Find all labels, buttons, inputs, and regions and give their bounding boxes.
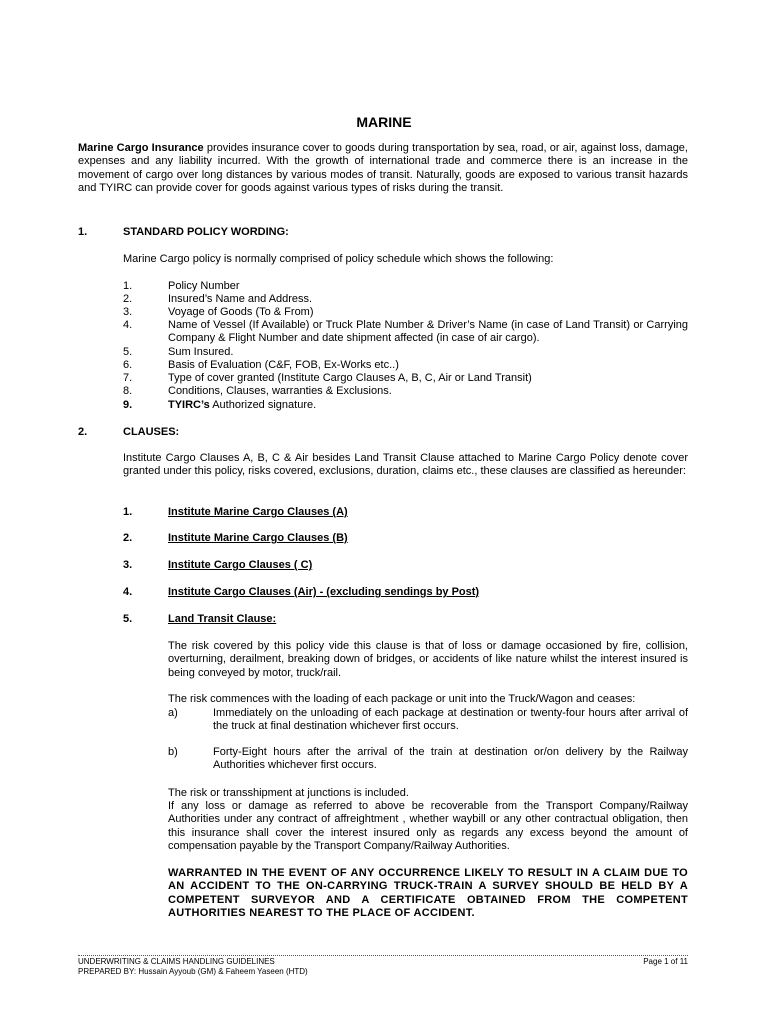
intro-paragraph	[78, 142, 688, 196]
sub-item-label: b)	[168, 746, 178, 758]
footer-page-number: Page 1 of 11	[643, 957, 688, 966]
sub-item-text: Immediately on the unloading of each package at destination or twenty-four hours after arrival of the truck at final destination whichever first occurs.	[213, 707, 688, 733]
list-item-number: 5.	[123, 346, 133, 358]
list-item-text: Conditions, Clauses, warranties & Exclusions.	[168, 385, 392, 397]
section-1-title: STANDARD POLICY WORDING:	[123, 226, 289, 238]
list-item-number: 3.	[123, 306, 133, 318]
section-2-lead: Institute Cargo Clauses A, B, C & Air besides Land Transit Clause attached to Marine Cargo Policy denote cover granted under this policy, risks covered, exclusions, duration, claims etc., these clauses are classified as hereunder:	[123, 452, 688, 478]
list-item-text: Sum Insured.	[168, 346, 234, 358]
list-item-number: 6.	[123, 359, 133, 371]
footer-guidelines: UNDERWRITING & CLAIMS HANDLING GUIDELINES	[78, 957, 275, 966]
list-item-text: Voyage of Goods (To & From)	[168, 306, 314, 318]
list-item-bold: TYIRC’s	[168, 399, 210, 411]
list-item-number: 9.	[123, 399, 133, 411]
land-transit-paragraph: The risk covered by this policy vide this clause is that of loss or damage occasioned by fire, collision, overturning, derailment, breaking down of bridges, or accidents of like nature whilst the interest insured is being conveyed by motor, truck/rail.	[168, 640, 688, 679]
list-item-text: Policy Number	[168, 280, 240, 292]
land-transit-paragraph: The risk or transshipment at junctions is included.	[168, 787, 409, 799]
list-item-text	[168, 399, 688, 412]
warranty-notice: WARRANTED IN THE EVENT OF ANY OCCURRENCE LIKELY TO RESULT IN A CLAIM DUE TO AN ACCIDENT TO THE ON-CARRYING TRUCK-TRAIN A SURVEY SHOULD BE HELD BY A COMPETENT SURVEYOR AND A CERTIFICATE OBTAINED FROM THE COMPETENT AUTHORITIES NEAREST TO THE PLACE OF ACCIDENT.	[168, 867, 688, 920]
clause-title: Land Transit Clause:	[168, 613, 277, 625]
clause-title: Institute Marine Cargo Clauses (B)	[168, 532, 348, 544]
intro-text: provides insurance cover to goods during transportation by sea, road, or air, against loss, damage, expenses and any liability incurred. With the growth of international trade and commerce there is an increase in the movement of cargo over long distances by various modes of transit. Naturally, goods are exposed to various transit hazards and TYIRC can provide cover for goods against various types of risks during the transit.	[78, 142, 688, 195]
section-1-lead: Marine Cargo policy is normally comprised of policy schedule which shows the following:	[123, 253, 554, 265]
footer-prepared-by: PREPARED BY: Hussain Ayyoub (GM) & Faheem Yaseen (HTD)	[78, 967, 308, 976]
clause-number: 1.	[123, 506, 133, 518]
clause-number: 5.	[123, 613, 133, 625]
clause-title: Institute Cargo Clauses ( C)	[168, 559, 313, 571]
list-item-number: 8.	[123, 385, 133, 397]
clause-number: 2.	[123, 532, 133, 544]
clause-title: Institute Marine Cargo Clauses (A)	[168, 506, 348, 518]
intro-lead: Marine Cargo Insurance	[78, 142, 204, 154]
list-item-text: Basis of Evaluation (C&F, FOB, Ex-Works etc..)	[168, 359, 399, 371]
section-2-title: CLAUSES:	[123, 426, 180, 438]
land-transit-paragraph: If any loss or damage as referred to above be recoverable from the Transport Company/Railway Authorities under any contract of affreightment , whether waybill or any other contractual obligation, then this insurance shall cover the interest insured only as regards any excess beyond the amount of compensation payable by the Transport Company/Railway Authorities.	[168, 800, 688, 853]
sub-item-label: a)	[168, 707, 178, 719]
clause-number: 4.	[123, 586, 133, 598]
land-transit-paragraph: The risk commences with the loading of each package or unit into the Truck/Wagon and ceases:	[168, 693, 636, 705]
list-item-text: Name of Vessel (If Available) or Truck Plate Number & Driver’s Name (in case of Land Transit) or Carrying Company & Flight Number and date shipment affected (in case of air cargo).	[168, 319, 688, 345]
document-title: MARINE	[356, 114, 412, 130]
section-2-number: 2.	[78, 426, 88, 438]
section-1-number: 1.	[78, 226, 88, 238]
list-item-text: Insured’s Name and Address.	[168, 293, 313, 305]
clause-title: Institute Cargo Clauses (Air) - (excluding sendings by Post)	[168, 586, 480, 598]
list-item-number: 7.	[123, 372, 133, 384]
list-item-number: 1.	[123, 280, 133, 292]
list-item-number: 2.	[123, 293, 133, 305]
sub-item-text: Forty-Eight hours after the arrival of the train at destination or/on delivery by the Railway Authorities whichever first occurs.	[213, 746, 688, 772]
footer-divider	[78, 955, 688, 956]
clause-number: 3.	[123, 559, 133, 571]
list-item-rest: Authorized signature.	[209, 399, 317, 411]
list-item-text: Type of cover granted (Institute Cargo Clauses A, B, C, Air or Land Transit)	[168, 372, 532, 384]
list-item-number: 4.	[123, 319, 133, 331]
